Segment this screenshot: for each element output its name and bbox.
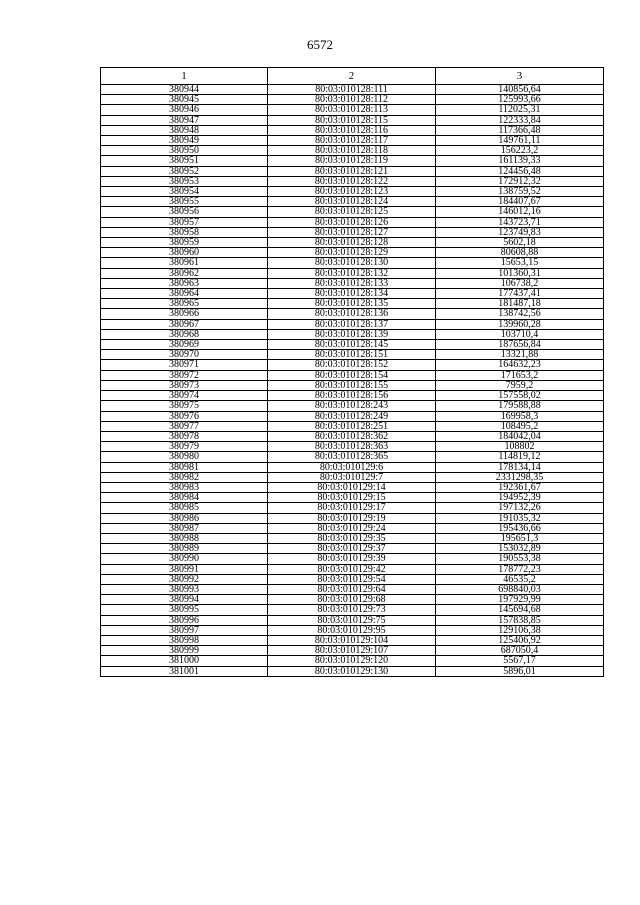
value-cell: 122333,84 [436,115,604,125]
row-number-cell: 380960 [101,248,268,258]
row-number-cell: 380949 [101,136,268,146]
value-cell: 123749,83 [436,227,604,237]
row-number-cell: 380985 [101,503,268,513]
cadastral-number-cell: 80:03:010128:124 [268,197,436,207]
row-number-cell: 380974 [101,391,268,401]
row-number-cell: 380993 [101,584,268,594]
cadastral-number-cell: 80:03:010129:24 [268,523,436,533]
table-row [101,646,604,656]
cadastral-number-cell: 80:03:010129:75 [268,615,436,625]
cadastral-number-cell: 80:03:010129:15 [268,493,436,503]
cadastral-number-cell: 80:03:010128:119 [268,156,436,166]
value-cell: 2331298,35 [436,472,604,482]
row-number-cell: 380979 [101,442,268,452]
row-number-cell: 380956 [101,207,268,217]
table-row [101,258,604,268]
value-cell: 191035,32 [436,513,604,523]
value-cell: 197132,26 [436,503,604,513]
value-cell: 157558,02 [436,391,604,401]
cadastral-number-cell: 80:03:010128:115 [268,115,436,125]
value-cell: 117366,48 [436,125,604,135]
value-cell: 178772,23 [436,564,604,574]
table-row [101,391,604,401]
table-header [101,68,604,85]
value-cell: 178134,14 [436,462,604,472]
value-cell: 108495,2 [436,421,604,431]
cadastral-number-cell: 80:03:010128:112 [268,95,436,105]
row-number-cell: 380962 [101,268,268,278]
row-number-cell: 380980 [101,452,268,462]
cadastral-number-cell: 80:03:010128:135 [268,299,436,309]
table-row [101,595,604,605]
cadastral-number-cell: 80:03:010128:129 [268,248,436,258]
value-cell: 687050,4 [436,646,604,656]
table-row [101,125,604,135]
row-number-cell: 380997 [101,625,268,635]
value-cell: 15653,15 [436,258,604,268]
value-cell: 140856,64 [436,85,604,95]
row-number-cell: 381001 [101,666,268,676]
row-number-cell: 380971 [101,360,268,370]
table-row [101,95,604,105]
table-row [101,554,604,564]
value-cell: 197929,99 [436,595,604,605]
cadastral-number-cell: 80:03:010128:113 [268,105,436,115]
table-row [101,217,604,227]
row-number-cell: 380998 [101,635,268,645]
table-row [101,523,604,533]
row-number-cell: 380978 [101,431,268,441]
row-number-cell: 380946 [101,105,268,115]
value-cell: 5602,18 [436,238,604,248]
cadastral-number-cell: 80:03:010128:125 [268,207,436,217]
row-number-cell: 380964 [101,289,268,299]
row-number-cell: 380990 [101,554,268,564]
cadastral-number-cell: 80:03:010128:155 [268,380,436,390]
cadastral-number-cell: 80:03:010128:116 [268,125,436,135]
cadastral-number-cell: 80:03:010129:64 [268,584,436,594]
value-cell: 179588,88 [436,401,604,411]
row-number-cell: 380944 [101,85,268,95]
value-cell: 195651,3 [436,533,604,543]
value-cell: 153032,89 [436,544,604,554]
table-row [101,564,604,574]
value-cell: 187656,84 [436,340,604,350]
row-number-cell: 380961 [101,258,268,268]
table-row [101,299,604,309]
cadastral-number-cell: 80:03:010128:121 [268,166,436,176]
row-number-cell: 380945 [101,95,268,105]
table-row [101,166,604,176]
header-row [101,68,604,85]
value-cell: 80608,88 [436,248,604,258]
row-number-cell: 380952 [101,166,268,176]
value-cell: 149761,11 [436,136,604,146]
table-row [101,513,604,523]
table-row [101,268,604,278]
row-number-cell: 380969 [101,340,268,350]
value-cell: 106738,2 [436,278,604,288]
cadastral-number-cell: 80:03:010128:123 [268,187,436,197]
cadastral-number-cell: 80:03:010129:35 [268,533,436,543]
table-row [101,176,604,186]
table-row [101,238,604,248]
cadastral-number-cell: 80:03:010128:133 [268,278,436,288]
cadastral-number-cell: 80:03:010129:7 [268,472,436,482]
table-row [101,319,604,329]
row-number-cell: 380996 [101,615,268,625]
value-cell: 129106,38 [436,625,604,635]
table-row [101,289,604,299]
table-row [101,136,604,146]
column-header-1: 1 [101,68,268,85]
table-row [101,360,604,370]
table-row [101,350,604,360]
table-row [101,442,604,452]
table-row [101,431,604,441]
value-cell: 13321,88 [436,350,604,360]
cadastral-number-cell: 80:03:010128:137 [268,319,436,329]
row-number-cell: 380973 [101,380,268,390]
value-cell: 195436,66 [436,523,604,533]
column-header-3: 3 [436,68,604,85]
table-row [101,340,604,350]
value-cell: 5896,01 [436,666,604,676]
value-cell: 112025,31 [436,105,604,115]
value-cell: 139960,28 [436,319,604,329]
cadastral-number-cell: 80:03:010128:126 [268,217,436,227]
value-cell: 192361,67 [436,482,604,492]
table-row [101,105,604,115]
table-row [101,533,604,543]
row-number-cell: 380983 [101,482,268,492]
cadastral-number-cell: 80:03:010128:251 [268,421,436,431]
cadastral-number-cell: 80:03:010128:156 [268,391,436,401]
row-number-cell: 380947 [101,115,268,125]
cadastral-number-cell: 80:03:010128:130 [268,258,436,268]
row-number-cell: 380967 [101,319,268,329]
table-row [101,370,604,380]
cadastral-number-cell: 80:03:010128:362 [268,431,436,441]
row-number-cell: 380955 [101,197,268,207]
row-number-cell: 380958 [101,227,268,237]
row-number-cell: 380976 [101,411,268,421]
table-row [101,462,604,472]
row-number-cell: 380982 [101,472,268,482]
table-row [101,421,604,431]
row-number-cell: 380966 [101,309,268,319]
cadastral-number-cell: 80:03:010128:127 [268,227,436,237]
row-number-cell: 380981 [101,462,268,472]
row-number-cell: 380989 [101,544,268,554]
table-row [101,309,604,319]
row-number-cell: 380992 [101,574,268,584]
value-cell: 108802 [436,442,604,452]
value-cell: 169958,3 [436,411,604,421]
row-number-cell: 380999 [101,646,268,656]
cadastral-number-cell: 80:03:010129:104 [268,635,436,645]
value-cell: 7959,2 [436,380,604,390]
row-number-cell: 380987 [101,523,268,533]
cadastral-number-cell: 80:03:010129:17 [268,503,436,513]
cadastral-number-cell: 80:03:010128:134 [268,289,436,299]
value-cell: 5567,17 [436,656,604,666]
table-row [101,615,604,625]
table-row [101,503,604,513]
value-cell: 125406,92 [436,635,604,645]
row-number-cell: 380970 [101,350,268,360]
cadastral-number-cell: 80:03:010129:39 [268,554,436,564]
table-row [101,544,604,554]
cadastral-number-cell: 80:03:010128:365 [268,452,436,462]
cadastral-number-cell: 80:03:010129:107 [268,646,436,656]
table-row [101,227,604,237]
cadastral-number-cell: 80:03:010129:68 [268,595,436,605]
table-row [101,584,604,594]
value-cell: 181487,18 [436,299,604,309]
value-cell: 124456,48 [436,166,604,176]
value-cell: 157838,85 [436,615,604,625]
value-cell: 184042,04 [436,431,604,441]
row-number-cell: 380991 [101,564,268,574]
table-row [101,278,604,288]
cadastral-number-cell: 80:03:010128:249 [268,411,436,421]
table-row [101,329,604,339]
cadastral-number-cell: 80:03:010128:132 [268,268,436,278]
table-row [101,85,604,95]
table-row [101,605,604,615]
row-number-cell: 380950 [101,146,268,156]
value-cell: 114819,12 [436,452,604,462]
value-cell: 103710,4 [436,329,604,339]
value-cell: 171653,2 [436,370,604,380]
value-cell: 138759,52 [436,187,604,197]
table-row [101,401,604,411]
table-row [101,472,604,482]
row-number-cell: 380951 [101,156,268,166]
cadastral-number-cell: 80:03:010129:54 [268,574,436,584]
cadastral-number-cell: 80:03:010128:151 [268,350,436,360]
value-cell: 190553,38 [436,554,604,564]
cadastral-number-cell: 80:03:010129:95 [268,625,436,635]
value-cell: 172912,32 [436,176,604,186]
row-number-cell: 380963 [101,278,268,288]
cadastral-number-cell: 80:03:010129:37 [268,544,436,554]
cadastral-number-cell: 80:03:010128:145 [268,340,436,350]
row-number-cell: 380959 [101,238,268,248]
data-table [100,67,604,677]
cadastral-number-cell: 80:03:010128:128 [268,238,436,248]
table-row [101,187,604,197]
table-row [101,452,604,462]
table-row [101,248,604,258]
row-number-cell: 380977 [101,421,268,431]
cadastral-number-cell: 80:03:010129:6 [268,462,436,472]
value-cell: 184407,67 [436,197,604,207]
cadastral-number-cell: 80:03:010128:122 [268,176,436,186]
cadastral-number-cell: 80:03:010129:19 [268,513,436,523]
cadastral-number-cell: 80:03:010128:363 [268,442,436,452]
row-number-cell: 380954 [101,187,268,197]
value-cell: 698840,03 [436,584,604,594]
table-row [101,574,604,584]
value-cell: 46535,2 [436,574,604,584]
row-number-cell: 380968 [101,329,268,339]
row-number-cell: 380984 [101,493,268,503]
cadastral-number-cell: 80:03:010128:136 [268,309,436,319]
value-cell: 194952,39 [436,493,604,503]
cadastral-number-cell: 80:03:010128:117 [268,136,436,146]
row-number-cell: 380975 [101,401,268,411]
table-row [101,197,604,207]
table-body [101,85,604,677]
row-number-cell: 380948 [101,125,268,135]
cadastral-number-cell: 80:03:010128:152 [268,360,436,370]
value-cell: 145694,68 [436,605,604,615]
row-number-cell: 380957 [101,217,268,227]
row-number-cell: 380953 [101,176,268,186]
cadastral-number-cell: 80:03:010129:130 [268,666,436,676]
row-number-cell: 380994 [101,595,268,605]
table-row [101,635,604,645]
value-cell: 156223,2 [436,146,604,156]
value-cell: 164632,23 [436,360,604,370]
value-cell: 143723,71 [436,217,604,227]
value-cell: 177437,41 [436,289,604,299]
table-row [101,380,604,390]
cadastral-number-cell: 80:03:010128:139 [268,329,436,339]
cadastral-number-cell: 80:03:010128:154 [268,370,436,380]
row-number-cell: 380965 [101,299,268,309]
table-row [101,207,604,217]
page-number: 6572 [307,37,333,52]
value-cell: 146012,16 [436,207,604,217]
table-row [101,493,604,503]
cadastral-number-cell: 80:03:010129:73 [268,605,436,615]
table-row [101,625,604,635]
cadastral-number-cell: 80:03:010129:120 [268,656,436,666]
cadastral-number-cell: 80:03:010128:111 [268,85,436,95]
table-row [101,656,604,666]
value-cell: 101360,31 [436,268,604,278]
cadastral-number-cell: 80:03:010129:42 [268,564,436,574]
cadastral-number-cell: 80:03:010129:14 [268,482,436,492]
value-cell: 138742,56 [436,309,604,319]
table-row [101,156,604,166]
row-number-cell: 380972 [101,370,268,380]
value-cell: 125993,66 [436,95,604,105]
column-header-2: 2 [268,68,436,85]
table-row [101,482,604,492]
cadastral-number-cell: 80:03:010128:118 [268,146,436,156]
row-number-cell: 380988 [101,533,268,543]
table-row [101,115,604,125]
table-row [101,146,604,156]
row-number-cell: 380995 [101,605,268,615]
cadastral-number-cell: 80:03:010128:243 [268,401,436,411]
table-row [101,411,604,421]
row-number-cell: 381000 [101,656,268,666]
row-number-cell: 380986 [101,513,268,523]
value-cell: 161139,33 [436,156,604,166]
table-row [101,666,604,676]
